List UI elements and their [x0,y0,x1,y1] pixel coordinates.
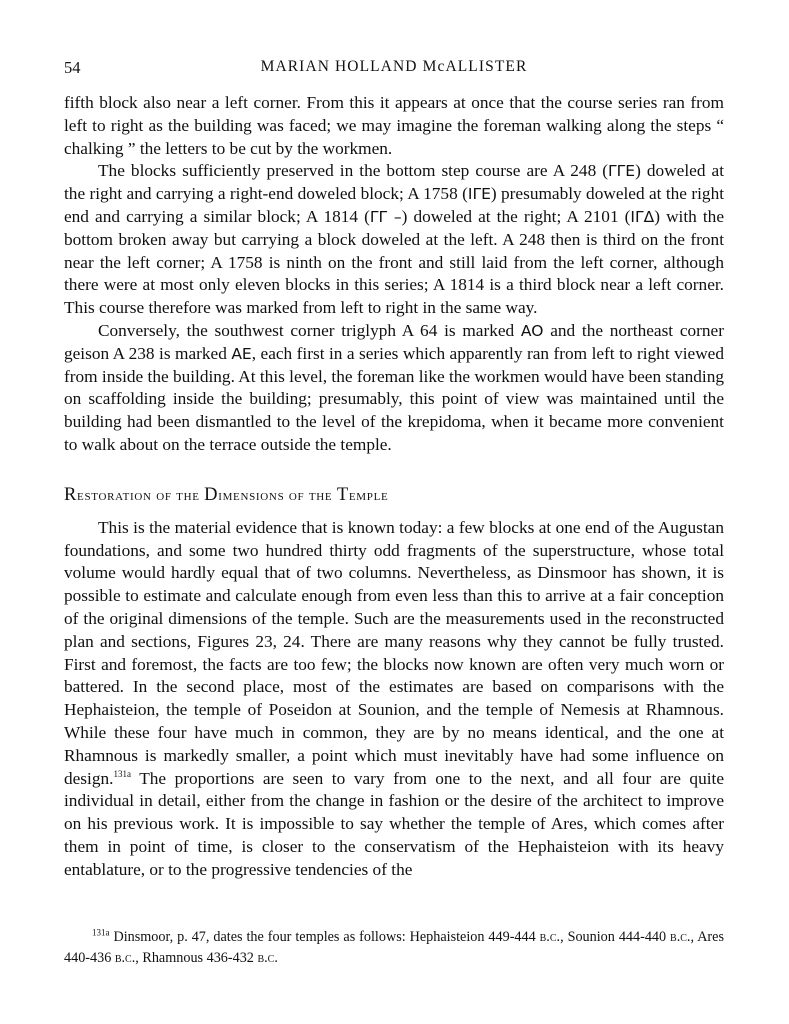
p3-text-2: and the northeast corner geison A 238 is marked [64,320,724,363]
p4-text-2: The proportions are seen to vary from one to the next, and all four are quite individual in detail, either from the change in fashion or the desire of the architect to improve on his previous work. It is impossible to say whether the temple of Ares, which comes after them in point of time, is closer to the conservatism of the Hephaisteion with its heavy entablature, or to the progressive tendencies of the [64,768,724,879]
heading-word: of the [156,486,200,504]
page-number: 54 [64,58,81,77]
page-header [64,58,724,80]
mason-mark-a248: ΓΓE [608,162,636,181]
heading-word: estoration [77,486,152,504]
paragraph-4 [64,517,724,882]
mason-mark-a64: AO [520,321,544,340]
section-heading [64,485,724,506]
footnote-reference[interactable]: 131a [113,768,131,779]
p4-text-1: This is the material evidence that is known today: a few blocks at one end of the Augustan foundations, and some two hundred thirty odd fragments of the superstructure, whose total volume would hardly equal that of two columns. Nevertheless, as Dinsmoor has shown, it is possible to estimate and calculate enough from even less than this to arrive at a fair conception of the original dimensions of the temple. Such are the measurements used in the reconstructed plan and sections, Figures 23, 24. There are many reasons why they cannot be fully trusted. First and foremost, the facts are too few; the blocks now known are often very much worn or battered. In the second place, most of the estimates are based on comparisons with the Hephaisteion, the temple of Poseidon at Sounion, and the temple of Nemesis at Rhamnous. While these four have much in common, they are by no means identical, and the one at Rhamnous is markedly smaller, a point which must inevitably have had some influence on design. [64,517,724,788]
footnote-text-2: , Sounion 444-440 [560,929,671,945]
body-text [64,92,724,882]
footnote-marker: 131a [92,927,110,938]
bc-abbr: b.c. [257,949,278,966]
heading-initial: D [204,484,219,505]
p3-text-3: , each first in a series which apparently ran from left to right viewed from inside the building. At this level, the foreman like the workmen would have been standing on scaffolding inside the building; presumably, this point of view was maintained until the building had been dismantled to the level of the krepidoma, when it became more convenient to walk about on the terrace outside the temple. [64,343,724,454]
p2-text-1: The blocks sufficiently preserved in the bottom step course are A 248 ( [98,161,609,181]
mason-mark-a2101: IΓΔ [630,207,655,226]
footnote-text-4: , Rhamnous 436-432 [135,949,258,966]
bc-abbr: b.c. [670,929,691,945]
heading-initial: T [336,484,349,505]
paragraph-1: fifth block also near a left corner. From this it appears at once that the course series ran from left to right as the building was faced; we may imagine the foreman walking along the steps “ chalking ” the letters to be cut by the workmen. [64,93,724,158]
p2-text-2: ) doweled at the right and carrying a right-end doweled block; A 1758 ( [64,161,724,204]
mason-mark-a238: AE [231,344,252,363]
p2-text-3: ) presumably doweled at the right end and carrying a similar block; A 1814 ( [64,184,725,226]
running-head: MARIAN HOLLAND McALLISTER [260,58,528,75]
paragraph-2 [64,160,724,320]
footnote-text-3: , Ares 440-436 [64,929,724,966]
paragraph-3 [64,320,724,457]
p2-text-5: ) with the bottom broken away but carrying a block doweled at the left. A 248 then is third on the front near the left corner; A 1758 is ninth on the front and still laid from the left corner, although there were at most only eleven blocks in this series; A 1814 is a third block near a left corner. This course therefore was marked from left to right in the same way. [64,206,724,318]
mason-mark-a1814: ΓΓ – [369,207,402,226]
bc-abbr: b.c. [539,929,561,945]
p3-text-1: Conversely, the southwest corner triglyph A 64 is marked [98,320,521,340]
heading-word: imensions [218,486,285,504]
heading-word: of the [288,486,333,504]
bc-abbr: b.c. [114,949,136,966]
heading-word: emple [348,486,389,504]
footnote [64,927,724,968]
heading-initial: R [64,484,78,505]
footnote-text-1: Dinsmoor, p. 47, dates the four temples as follows: Hephaisteion 449-444 [109,929,540,945]
mason-mark-a1758: IΓE [467,185,491,204]
p2-text-4: ) doweled at the right; A 2101 ( [401,206,631,226]
